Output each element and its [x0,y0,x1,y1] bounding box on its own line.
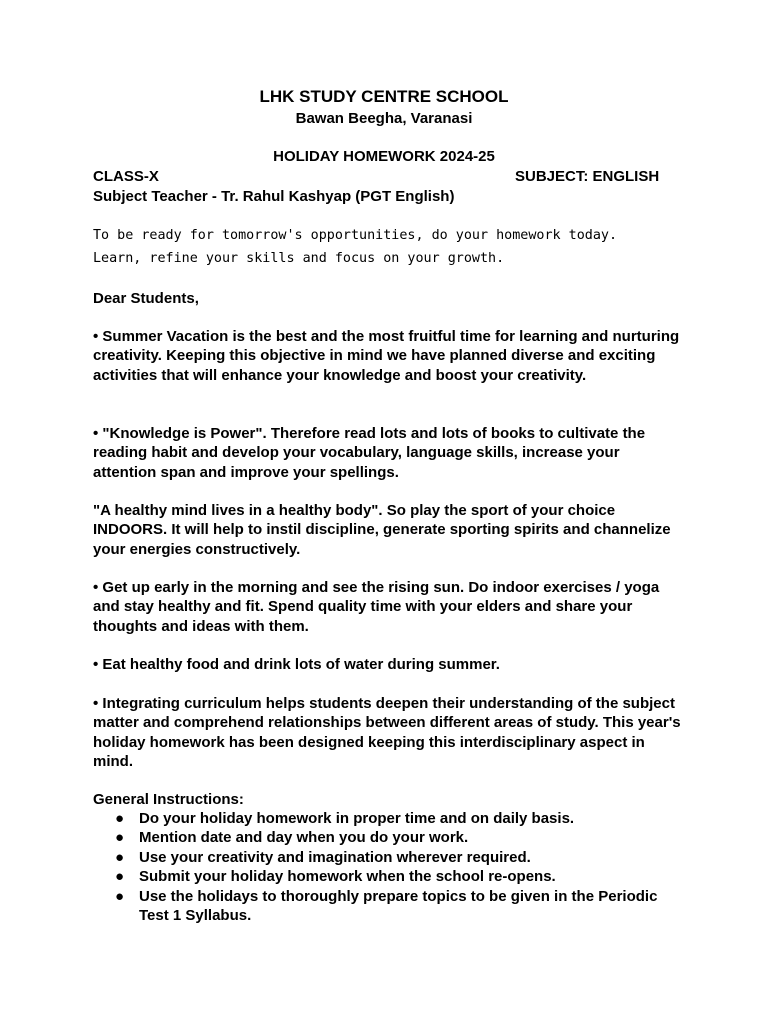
bullet-icon: ● [115,810,125,827]
quote-line-1: To be ready for tomorrow's opportunities, do your homework today. [93,228,618,243]
school-address: Bawan Beegha, Varanasi [295,110,473,127]
paragraph-healthy-food: • Eat healthy food and drink lots of water during summer. [93,656,500,673]
instruction-item [93,828,683,847]
instruction-item [93,809,683,828]
instruction-text: Use the holidays to thoroughly prepare topics to be given in the Periodic Test 1 Syllabus. [139,887,658,925]
paragraph-knowledge-is-power: • "Knowledge is Power". Therefore read lots and lots of books to cultivate the reading habit and develop your vocabulary, language skills, increase your attention span and improve your spellings. [93,425,646,481]
instructions-list [93,809,683,925]
school-name: LHK STUDY CENTRE SCHOOL [259,87,509,106]
subject-teacher: Subject Teacher - Tr. Rahul Kashyap (PGT English) [93,188,455,205]
instructions-heading: General Instructions: [93,791,244,808]
paragraph-healthy-mind: "A healthy mind lives in a healthy body". So play the sport of your choice INDOORS. It will help to instil discipline, generate sporting spirits and channelize your energies constructively. [93,502,671,558]
instruction-text: Do your holiday homework in proper time and on daily basis. [139,810,575,827]
instruction-item [93,887,683,926]
paragraph-integrating-curriculum: • Integrating curriculum helps students deepen their understanding of the subject matter and comprehend relationships between different areas of study. This year's holiday homework has been designed keeping this interdisciplinary aspect in mind. [93,695,681,771]
paragraph-summer-vacation: • Summer Vacation is the best and the most fruitful time for learning and nurturing creativity. Keeping this objective in mind we have planned diverse and exciting activities that will enhance your knowledge and boost your creativity. [93,328,680,384]
subject-label: SUBJECT: ENGLISH [515,168,660,185]
instruction-text: Mention date and day when you do your work. [139,829,469,847]
bullet-icon: ● [115,848,125,866]
paragraph-get-up-early: • Get up early in the morning and see the rising sun. Do indoor exercises / yoga and stay healthy and fit. Spend quality time with your elders and share your thoughts and ideas with them. [93,579,660,635]
bullet-icon: ● [115,887,125,905]
bullet-icon: ● [115,829,125,847]
class-label: CLASS-X [93,168,159,185]
instruction-text: Use your creativity and imagination wherever required. [139,848,531,866]
quote-line-2: Learn, refine your skills and focus on your growth. [93,251,505,266]
instruction-item [93,867,683,886]
homework-title: HOLIDAY HOMEWORK 2024-25 [273,148,495,165]
greeting: Dear Students, [93,290,199,307]
instruction-item [93,848,683,867]
instruction-text: Submit your holiday homework when the school re-opens. [139,868,556,886]
bullet-icon: ● [115,868,125,886]
